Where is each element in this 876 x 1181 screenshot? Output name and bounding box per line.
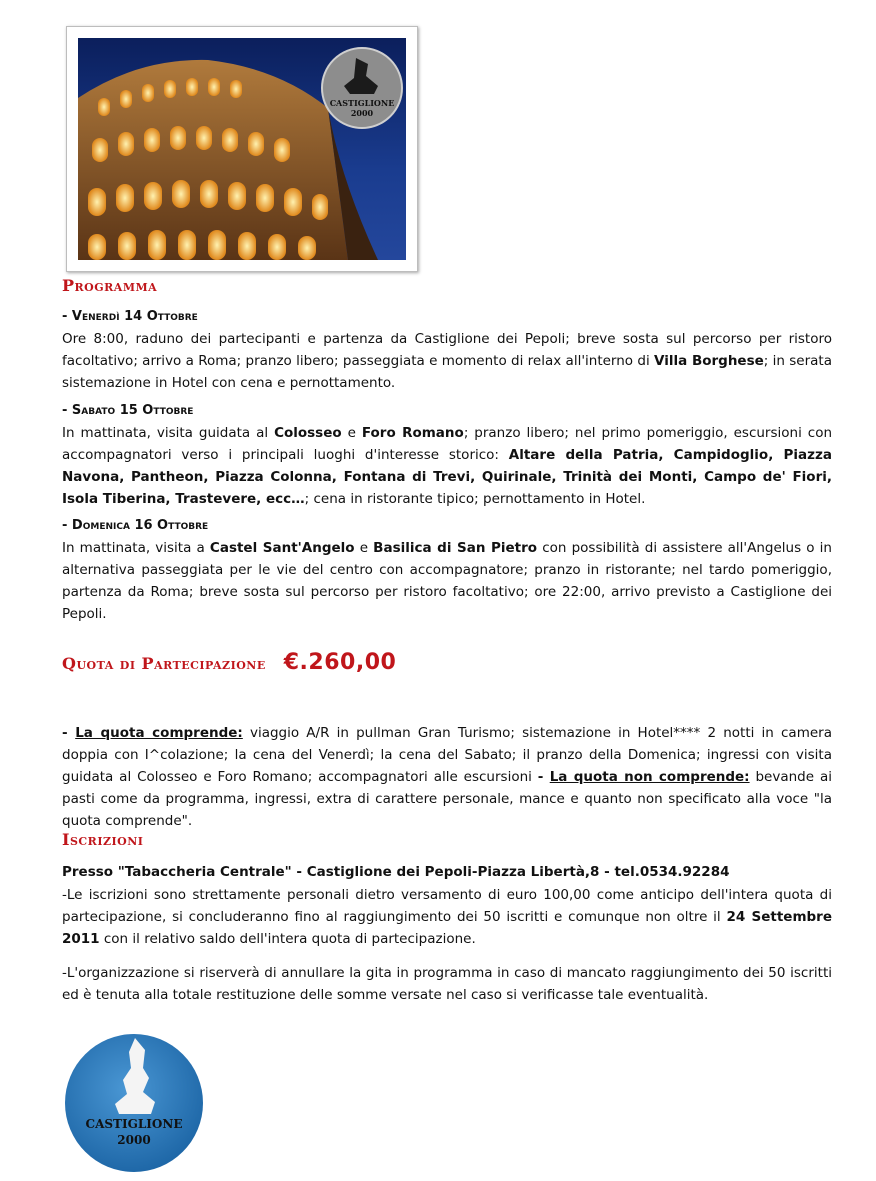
non-comprende-label: La quota non comprende:: [549, 769, 750, 785]
quota-details: - La quota comprende: viaggio A/R in pullman Gran Turismo; sistemazione in Hotel**** 2 notti in camera doppia con I^colazione; la cena del Venerdì; la cena del Sabato; il pranzo della Domenica; ingressi con visita guidata al Colosseo e Foro Romano; accompagnatori alle escursioni - La quota non comprende: bevande ai pasti come da programma, ingressi, extra di carattere personale, mance e quanto non specificato alla voce "la quota comprende".: [62, 725, 832, 829]
iscrizioni-paragraph-1: -Le iscrizioni sono strettamente personali dietro versamento di euro 100,00 come anticipo dell'intera quota di partecipazione, si concluderanno fino al raggiungimento dei 50 iscritti e comunque non oltre il 24 Settembre 2011 con il relativo saldo dell'intera quota di partecipazione.: [62, 887, 832, 947]
header-photo-frame: [66, 26, 418, 272]
iscrizioni-paragraph-2: -L'organizzazione si riserverà di annullare la gita in programma in caso di mancato raggiungimento dei 50 iscritti ed è tenuta alla totale restituzione delle somme versate nel caso si verificasse tale eventualità.: [62, 965, 832, 1003]
logo-line1: CASTIGLIONE: [85, 1117, 183, 1131]
day-1-text: Ore 8:00, raduno dei partecipanti e partenza da Castiglione dei Pepoli; breve sosta sul percorso per ristoro facoltativo; arrivo a Roma; pranzo libero; passeggiata e momento di relax all'interno di Villa Borghese; in serata sistemazione in Hotel con cena e pernottamento.: [62, 331, 833, 391]
day-3-text: In mattinata, visita a Castel Sant'Angelo e Basilica di San Pietro con possibilità di assistere all'Angelus o in alternativa passeggiata per le vie del centro con accompagnatore; pranzo in ristorante; nel tardo pomeriggio, partenza da Roma; breve sosta sul percorso per ristoro facoltativo; ore 22:00, arrivo previsto a Castiglione dei Pepoli.: [62, 540, 832, 622]
iscrizioni-presso: Presso "Tabaccheria Centrale" - Castiglione dei Pepoli-Piazza Libertà,8 - tel.0534.92284: [62, 864, 730, 880]
castiglione-logo-icon: [63, 1032, 205, 1174]
day-2-text: In mattinata, visita guidata al Colosseo e Foro Romano; pranzo libero; nel primo pomeriggio, escursioni con accompagnatori verso i principali luoghi d'interesse storico: Altare della Patria, Campidoglio, Piazza Navona, Pantheon, Piazza Colonna, Fontana di Trevi, Quirinale, Trinità dei Monti, Campo de' Fiori, Isola Tiberina, Trastevere, ecc…; cena in ristorante tipico; pernottamento in Hotel.: [62, 425, 833, 507]
quota-heading: [62, 650, 396, 675]
colosseum-photo: [78, 38, 406, 260]
day-2-label: - Sabato 15 Ottobre: [62, 403, 194, 418]
colosseum-illustration: [78, 38, 406, 260]
comprende-label: La quota comprende:: [75, 725, 243, 741]
iscrizioni-title: Iscrizioni: [62, 830, 144, 849]
photo-badge-line2: 2000: [350, 108, 374, 118]
day-1-label: - Venerdì 14 Ottobre: [62, 309, 198, 324]
logo-line2: 2000: [117, 1133, 151, 1147]
programma-title: Programma: [62, 276, 158, 295]
quota-price: €.260,00: [283, 650, 397, 675]
day-3-label: - Domenica 16 Ottobre: [62, 518, 209, 533]
quota-title: Quota di Partecipazione: [62, 654, 266, 673]
photo-badge-line1: CASTIGLIONE: [329, 98, 395, 108]
castiglione-logo: [63, 1032, 205, 1174]
